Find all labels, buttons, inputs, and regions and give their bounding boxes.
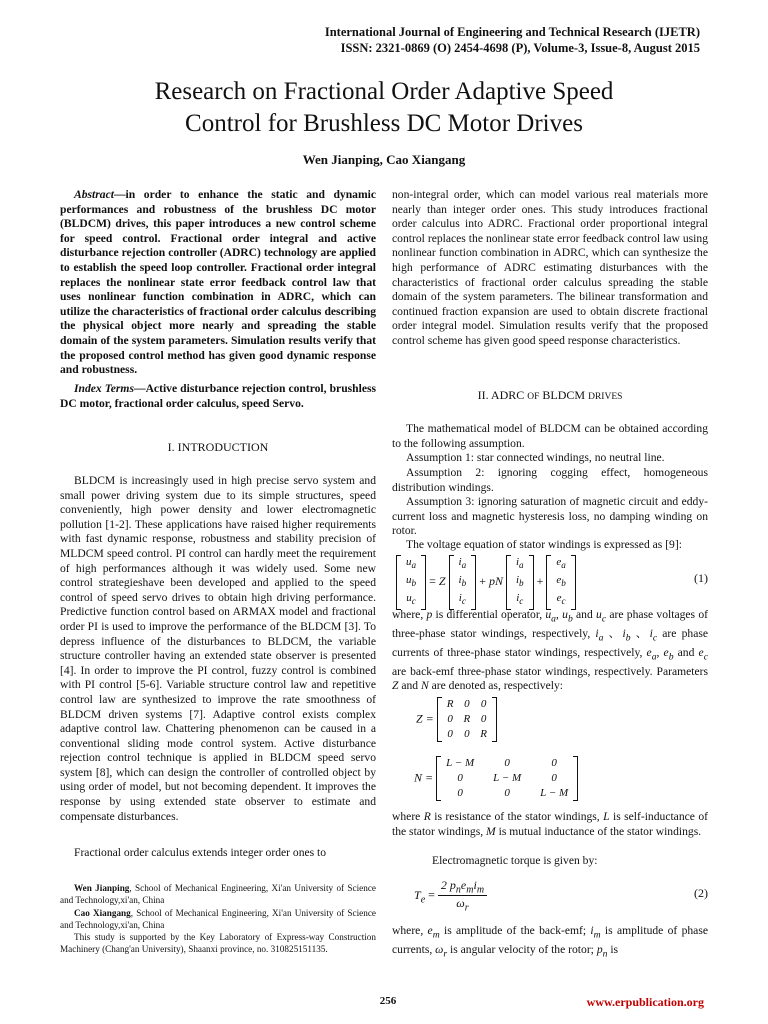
footnote-2-name: Cao Xiangang xyxy=(74,907,131,918)
section-2-paragraph-1: The mathematical model of BLDCM can be obtained according to the following assumption. xyxy=(392,422,708,450)
section-1-heading: I. INTRODUCTION xyxy=(167,440,269,454)
abstract-text: —in order to enhance the static and dynamic performances and robustness of the brushless DC motor (BLDCM) drives, this paper introduces a new control scheme for speed control. Fractional order integral and active disturbance rejection controller (ADRC) technology are applied to establish the speed loop controller. Fractional order integral replaces the nonlinear state error feedback control law that uses nonlinear function combination in ADRC, which can utilize the characteristics of fractional order calculus describing the physical object more nearly and spreading the stable domain of the system parameters. Simulation results verify that the proposed control method has given good dynamic response and robustness. xyxy=(60,188,376,377)
equation-2: $T_e$ = $\frac{2 p_ne_mi_m}{\omega_r}$ (2) xyxy=(414,878,708,914)
abstract xyxy=(60,188,376,378)
equation-1-number: (1) xyxy=(694,571,708,585)
torque-intro: Electromagnetic torque is given by: xyxy=(432,854,598,867)
footnotes xyxy=(60,882,376,956)
assumption-2: Assumption 2: ignoring cogging effect, homogeneous distribution windings. xyxy=(392,466,708,494)
authors: Wen Jianping, Cao Xiangang xyxy=(302,152,466,167)
equation-1: $u_a$ $u_b$ $u_c$ = Z $i_a$ $i_b$ $i_c$ + pN $i_a$ $i_b$ $i_c$ + $e_a$ $e_b$ $e_c$ (1) xyxy=(392,553,708,605)
equation-2-explanation: where, $e_m$ is amplitude of the back-emf; $i_m$ is amplitude of phase currents, $\omega_r$ is angular velocity of the rotor; $p_n$ is xyxy=(392,924,708,960)
eq1-pN: pN xyxy=(488,574,503,589)
right-paragraph-1: non-integral order, which can model various real materials more nearly than integer order ones. This study introduces fractional order calculus into ADRC. Fractional order proportional integral control replaces the nonlinear state error feedback control law using nonlinear function combination in ADRC, which can synthesize the high performance of ADRC estimating disturbances with the characteristics of fractional order calculus spreading the stable domain of the system parameters. The bilinear transformation and continued fraction expansion are used to obtain discrete fractional order integral model. Simulation results verify that the proposed control scheme has given good speed response characteristics. xyxy=(392,188,708,347)
publisher-url[interactable]: www.erpublication.org xyxy=(586,995,704,1009)
footnote-1-name: Wen Jianping xyxy=(74,883,130,893)
page-number: 256 xyxy=(379,995,397,1007)
journal-issn: ISSN: 2321-0869 (O) 2454-4698 (P), Volume-3, Issue-8, August 2015 xyxy=(340,41,700,55)
sec2-d: DRIVES xyxy=(588,392,623,402)
equation-1-explanation: where, p is differential operator, $u_a$, $u_b$ and $u_c$ are phase voltages of three-phase stator windings, respectively, $i_a$ 、$i_b$ 、$i_c$ are phase currents of three-phase stator windings, respectively, $e_a$, $e_b$ and $e_c$ are back-emf three-phase stator windings, respectively. Parameters Z and N are denoted as, respectively: xyxy=(392,608,708,693)
index-terms xyxy=(60,382,376,411)
footnote-1-text: , School of Mechanical Engineering, Xi'an University of Science and Technology,xi'an, China xyxy=(60,883,376,906)
footnote-3: This study is supported by the Key Laboratory of Express-way Construction Machinery (Chang'an University), Shaanxi province, no. 310825151135. xyxy=(60,932,376,955)
voltage-vector: $u_a$ $u_b$ $u_c$ xyxy=(396,555,426,610)
title-line-2: Control for Brushless DC Motor Drives xyxy=(185,110,583,137)
torque-fraction: $\frac{2 p_ne_mi_m}{\omega_r}$ xyxy=(438,878,487,914)
footnote-1 xyxy=(60,882,376,907)
index-terms-text: —Active disturbance rejection control, brushless DC motor, fractional order calculus, speed Servo. xyxy=(60,382,376,410)
journal-header xyxy=(300,24,700,56)
matrix-Z: Z = R 0 0 0 R 0 0 0 R xyxy=(416,697,497,742)
intro-paragraph-1: BLDCM is increasingly used in high precise servo system and small power driving system due to its simple structures, speed conveniently, high power density and lower electromagnetic pollution [1-2]. These applications have raised higher requirements with fast dynamic response, robustness and stability precision of MLDCM speed control. PI control can hardly meet the requirement of high performances although it was widely used. Some new control strategieshave been developed and applied to the speed control of speed servo drives to obtain high driving performance. Predictive function control based on ARMAX model and fractional order PI is used to improve the performance of the BLDCM [3]. To depress influence of the disturbances to BLDCM, the variable structure controller having an extended state observer is presented [4]. In order to improve the PI control, fuzzy control is combined with PI control [5-6]. Variable structure control law and repetitive control law are synthesized to improve the rate smoothness of BLDCM driven systems [7]. Adaptive control exists complex adaptive control law. Chattering phenomenon can be caused in a conventional sliding mode control system. Active disturbance rejection control technique is applied in BLDCM speed servo system [8], which can design the controller of controlled object by using order of model, but not becoming dependent. It improves the response by using extended state observer to estimate and compensate disturbances. xyxy=(60,474,376,823)
journal-name: International Journal of Engineering and Technical Research (IJETR) xyxy=(324,25,700,39)
current-vector-1: $i_a$ $i_b$ $i_c$ xyxy=(449,555,477,610)
eq1-Z: Z xyxy=(438,574,446,589)
equation-2-number: (2) xyxy=(694,886,708,900)
footnote-2-text: , School of Mechanical Engineering, Xi'an University of Science and Technology,xi'an, China xyxy=(60,907,377,930)
assumption-1: Assumption 1: star connected windings, no neutral line. xyxy=(406,451,665,464)
emf-vector: $e_a$ $e_b$ $e_c$ xyxy=(546,555,575,610)
index-terms-label: Index Terms xyxy=(74,382,134,395)
intro-paragraph-2: Fractional order calculus extends integer order ones to xyxy=(74,846,327,859)
title-line-1: Research on Fractional Order Adaptive Speed xyxy=(154,78,614,105)
abstract-label: Abstract xyxy=(74,188,114,201)
footnote-2 xyxy=(60,907,376,932)
voltage-equation-intro: The voltage equation of stator windings is expressed as [9]: xyxy=(406,538,682,551)
sec2-a: II. ADRC xyxy=(477,388,528,402)
paper-title xyxy=(40,76,728,140)
section-2-heading xyxy=(392,388,708,405)
assumption-3: Assumption 3: ignoring saturation of magnetic circuit and eddy-current loss and magnetic hysteresis loss, no damping winding on rotor. xyxy=(392,495,708,538)
sec2-c: BLDCM xyxy=(539,388,589,402)
current-vector-2: $i_a$ $i_b$ $i_c$ xyxy=(506,555,534,610)
matrix-N: N = L − M 0 0 0 L − M 0 0 0 L − M xyxy=(414,756,578,801)
sec2-b: OF xyxy=(527,392,540,402)
matrix-explanation: where R is resistance of the stator windings, L is self-inductance of the stator windings, M is mutual inductance of the stator windings. xyxy=(392,810,708,838)
